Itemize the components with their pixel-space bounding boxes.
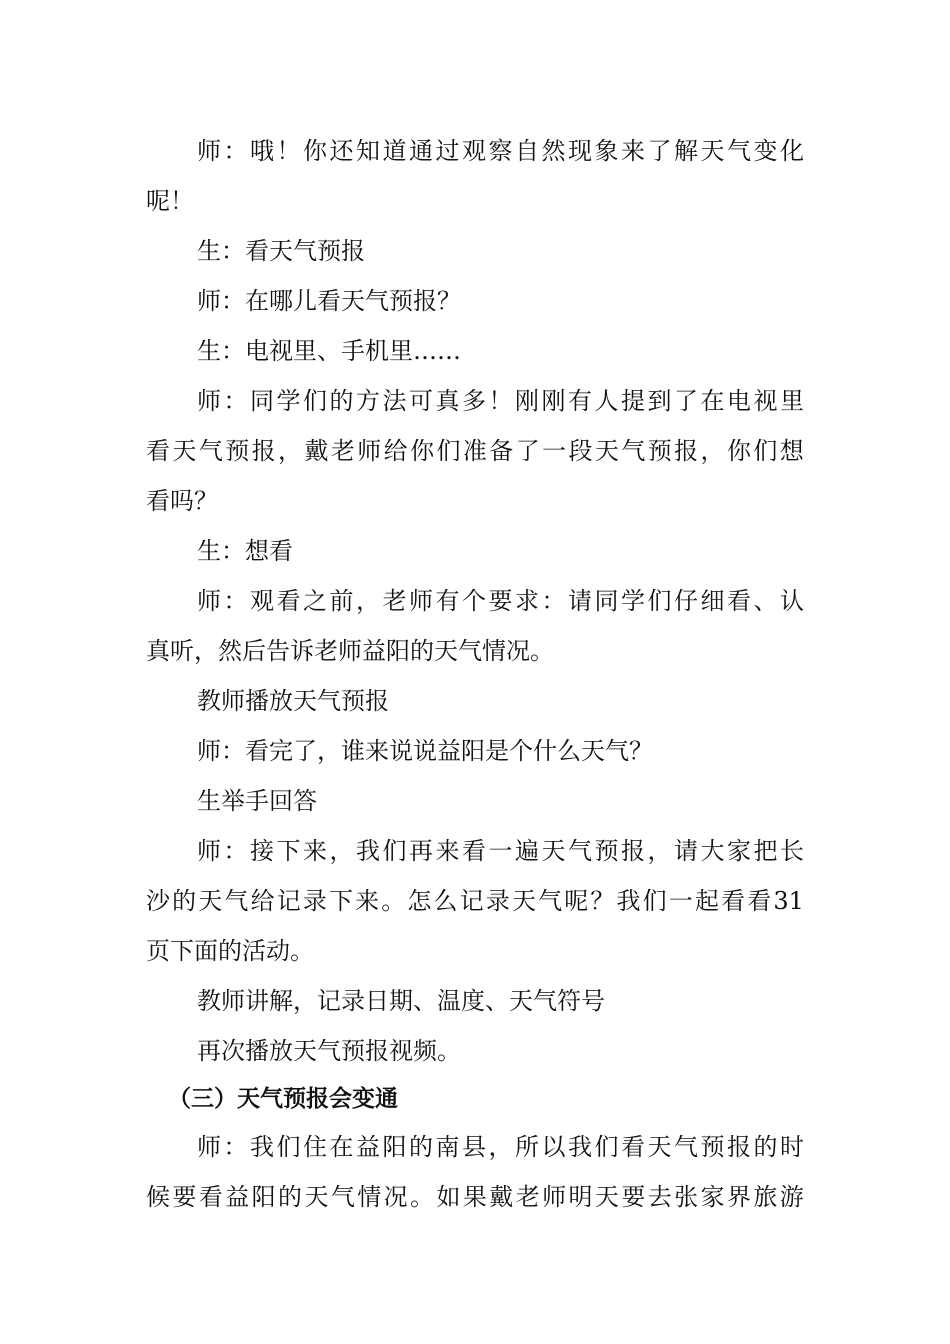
glyph: 我: [568, 1133, 592, 1161]
glyph: 有: [568, 387, 592, 415]
glyph: 来: [355, 887, 380, 915]
glyph: 你: [303, 137, 327, 165]
section-heading: （三）天气预报会变通: [168, 1086, 398, 1112]
glyph: 天: [647, 1133, 672, 1161]
glyph: 认: [780, 587, 804, 615]
glyph: 住: [303, 1133, 327, 1161]
glyph: 气: [621, 437, 646, 465]
glyph: 。: [410, 1183, 435, 1211]
glyph: 之: [303, 587, 327, 615]
glyph: 张: [674, 1183, 699, 1211]
glyph: 益: [225, 1183, 250, 1211]
glyph: 所: [515, 1133, 539, 1161]
glyph: 况: [383, 1183, 408, 1211]
glyph: 师: [409, 587, 433, 615]
glyph: 旅: [753, 1183, 778, 1211]
justified-text: [146, 886, 804, 916]
paragraph-line: 真听，然后告诉老师益阳的天气情况。: [146, 637, 554, 665]
glyph: ：: [223, 1133, 248, 1161]
glyph: 观: [250, 587, 274, 615]
glyph: 到: [647, 387, 672, 415]
glyph: ，: [647, 837, 672, 865]
glyph: ！: [488, 387, 513, 415]
glyph: 气: [538, 887, 563, 915]
glyph: 变: [753, 137, 778, 165]
glyph: 师: [197, 137, 221, 165]
glyph: 备: [489, 437, 514, 465]
glyph: 下: [328, 887, 353, 915]
glyph: 提: [621, 387, 645, 415]
glyph: 候: [146, 1183, 170, 1211]
glyph: 看: [727, 587, 751, 615]
glyph: 预: [700, 1133, 725, 1161]
glyph: 气: [198, 437, 223, 465]
glyph: 同: [594, 587, 619, 615]
justified-text: [197, 386, 804, 416]
glyph: 法: [382, 387, 407, 415]
glyph: 报: [251, 437, 276, 465]
glyph: 老: [515, 1183, 540, 1211]
justified-text: [197, 836, 804, 866]
glyph: 阳: [382, 1133, 407, 1161]
glyph: 报: [727, 1133, 751, 1161]
glyph: 的: [753, 1133, 778, 1161]
glyph: ：: [541, 587, 566, 615]
glyph: 察: [488, 137, 513, 165]
glyph: 们: [382, 837, 407, 865]
glyph: 下: [276, 837, 301, 865]
glyph: 自: [515, 137, 539, 165]
glyph: 在: [329, 1133, 354, 1161]
glyph: 天: [700, 137, 725, 165]
glyph: 气: [568, 837, 592, 865]
glyph: ！: [276, 137, 301, 165]
glyph: 师: [197, 587, 221, 615]
glyph: 想: [779, 437, 804, 465]
glyph: 你: [726, 437, 751, 465]
glyph: 我: [250, 1133, 274, 1161]
paragraph-line: 页下面的活动。: [146, 937, 314, 965]
glyph: 看: [146, 437, 170, 465]
glyph: 同: [250, 387, 274, 415]
glyph: 天: [172, 437, 197, 465]
glyph: 要: [621, 1183, 646, 1211]
glyph: 一: [488, 837, 513, 865]
glyph: 阳: [251, 1183, 276, 1211]
glyph: 还: [329, 137, 354, 165]
glyph: 大: [700, 837, 725, 865]
glyph: 去: [647, 1183, 672, 1211]
paragraph-line: [0, 836, 950, 866]
glyph: 个: [462, 587, 486, 615]
glyph: 里: [780, 387, 804, 415]
glyph: 然: [541, 137, 566, 165]
glyph: 可: [409, 387, 433, 415]
glyph: 师: [197, 1133, 221, 1161]
glyph: 前: [329, 587, 354, 615]
glyph: 求: [515, 587, 539, 615]
glyph: 们: [436, 437, 461, 465]
glyph: ，: [329, 837, 354, 865]
glyph: 录: [302, 887, 327, 915]
glyph: 时: [780, 1133, 804, 1161]
glyph: 怎: [407, 887, 432, 915]
glyph: 给: [383, 437, 408, 465]
paragraph-line: [0, 386, 950, 416]
paragraph-line: 师：看完了，谁来说说益阳是个什么天气？: [197, 737, 653, 765]
glyph: 天: [511, 887, 536, 915]
glyph: 们: [753, 437, 778, 465]
glyph: 看: [462, 837, 486, 865]
glyph: 视: [753, 387, 778, 415]
glyph: 遍: [515, 837, 539, 865]
glyph: 段: [568, 437, 593, 465]
glyph: ，: [356, 587, 380, 615]
glyph: 报: [621, 837, 645, 865]
glyph: 了: [647, 137, 672, 165]
justified-text: [197, 586, 804, 616]
glyph: 师: [357, 437, 382, 465]
glyph: 了: [674, 387, 698, 415]
glyph: 来: [435, 837, 460, 865]
glyph: 观: [462, 137, 486, 165]
glyph: 过: [435, 137, 460, 165]
glyph: 看: [276, 587, 301, 615]
justified-text: [146, 436, 804, 466]
glyph: 一: [668, 887, 693, 915]
glyph: 县: [462, 1133, 486, 1161]
glyph: 南: [435, 1133, 460, 1161]
glyph: 有: [435, 587, 460, 615]
glyph: 益: [356, 1133, 380, 1161]
glyph: 预: [594, 837, 619, 865]
glyph: 仔: [674, 587, 698, 615]
glyph: 天: [541, 837, 566, 865]
glyph: 接: [250, 837, 274, 865]
glyph: 道: [382, 137, 407, 165]
paragraph-line: 教师讲解，记录日期、温度、天气符号: [197, 987, 605, 1015]
glyph: 天: [198, 887, 223, 915]
glyph: 准: [462, 437, 487, 465]
glyph: 的: [172, 887, 197, 915]
glyph: 看: [621, 1133, 645, 1161]
glyph: 在: [700, 387, 725, 415]
glyph: 们: [642, 887, 667, 915]
glyph: 们: [647, 587, 672, 615]
paragraph-line: 教师播放天气预报: [197, 687, 389, 715]
glyph: 录: [485, 887, 510, 915]
glyph: 请: [568, 587, 592, 615]
glyph: ？: [590, 887, 615, 915]
glyph: 看: [747, 887, 772, 915]
glyph: 以: [541, 1133, 566, 1161]
glyph: 气: [330, 1183, 355, 1211]
paragraph-line: 再次播放天气预报视频。: [197, 1037, 461, 1065]
glyph: 你: [410, 437, 435, 465]
glyph: 请: [674, 837, 698, 865]
glyph: 。: [381, 887, 406, 915]
glyph: 起: [694, 887, 719, 915]
glyph: 我: [616, 887, 641, 915]
glyph: 们: [594, 1133, 619, 1161]
glyph: 方: [356, 387, 380, 415]
paragraph-line: 生：电视里、手机里……: [197, 337, 461, 365]
glyph: 人: [594, 387, 619, 415]
glyph: ，: [700, 437, 725, 465]
glyph: 的: [278, 1183, 303, 1211]
glyph: 气: [674, 1133, 698, 1161]
paragraph-line: 生举手回答: [197, 787, 317, 815]
glyph: 果: [462, 1183, 487, 1211]
glyph: 31: [773, 887, 804, 915]
glyph: 家: [727, 837, 751, 865]
glyph: 、: [753, 587, 778, 615]
glyph: 老: [382, 587, 407, 615]
glyph: 师: [542, 1183, 567, 1211]
glyph: 把: [753, 837, 778, 865]
glyph: 么: [433, 887, 458, 915]
glyph: 们: [303, 387, 327, 415]
glyph: 细: [700, 587, 725, 615]
glyph: 了: [515, 437, 540, 465]
glyph: 气: [224, 887, 249, 915]
glyph: 师: [197, 387, 221, 415]
glyph: 再: [409, 837, 433, 865]
paragraph-line: [0, 586, 950, 616]
glyph: ，: [488, 1133, 513, 1161]
glyph: 老: [330, 437, 355, 465]
glyph: 要: [488, 587, 513, 615]
paragraph-line: [0, 886, 950, 916]
glyph: 的: [329, 387, 354, 415]
paragraph-line: 生：看天气预报: [197, 237, 365, 265]
glyph: 学: [276, 387, 301, 415]
glyph: 气: [727, 137, 751, 165]
glyph: 情: [357, 1183, 382, 1211]
glyph: 多: [462, 387, 486, 415]
glyph: 刚: [541, 387, 566, 415]
glyph: 戴: [304, 437, 329, 465]
justified-text: [197, 136, 804, 166]
paragraph-line: [0, 436, 950, 466]
glyph: 记: [459, 887, 484, 915]
glyph: ：: [223, 587, 248, 615]
glyph: 现: [568, 137, 592, 165]
glyph: 报: [674, 437, 699, 465]
glyph: 沙: [146, 887, 170, 915]
glyph: 来: [621, 137, 645, 165]
glyph: 明: [568, 1183, 593, 1211]
glyph: 一: [542, 437, 567, 465]
glyph: 戴: [489, 1183, 514, 1211]
glyph: 要: [172, 1183, 197, 1211]
glyph: ，: [278, 437, 303, 465]
glyph: 天: [594, 1183, 619, 1211]
glyph: 师: [197, 837, 221, 865]
glyph: 的: [409, 1133, 433, 1161]
glyph: 家: [700, 1183, 725, 1211]
glyph: 看: [198, 1183, 223, 1211]
glyph: ：: [223, 837, 248, 865]
glyph: 通: [409, 137, 433, 165]
paragraph-line: [0, 1182, 950, 1212]
glyph: 记: [276, 887, 301, 915]
glyph: 知: [356, 137, 380, 165]
glyph: 哦: [250, 137, 274, 165]
glyph: 天: [304, 1183, 329, 1211]
glyph: 刚: [515, 387, 539, 415]
glyph: 预: [225, 437, 250, 465]
glyph: 天: [594, 437, 619, 465]
paragraph-line: [0, 1132, 950, 1162]
glyph: 学: [621, 587, 645, 615]
glyph: 长: [780, 837, 804, 865]
glyph: 真: [435, 387, 460, 415]
glyph: 解: [674, 137, 698, 165]
glyph: 们: [276, 1133, 301, 1161]
glyph: 看: [721, 887, 746, 915]
paragraph-line: 师：在哪儿看天气预报？: [197, 287, 461, 315]
glyph: 给: [250, 887, 275, 915]
glyph: 呢: [564, 887, 589, 915]
glyph: 如: [436, 1183, 461, 1211]
glyph: 预: [647, 437, 672, 465]
justified-text: [197, 1132, 804, 1162]
glyph: 象: [594, 137, 619, 165]
glyph: 界: [726, 1183, 751, 1211]
glyph: ：: [223, 387, 248, 415]
glyph: 化: [780, 137, 804, 165]
paragraph-line: 呢！: [146, 187, 194, 215]
glyph: 电: [727, 387, 751, 415]
glyph: 来: [303, 837, 327, 865]
glyph: 我: [356, 837, 380, 865]
glyph: 游: [779, 1183, 804, 1211]
paragraph-line: 看吗？: [146, 487, 218, 515]
justified-text: [146, 1182, 804, 1212]
glyph: ：: [223, 137, 248, 165]
paragraph-line: [0, 136, 950, 166]
paragraph-line: 生：想看: [197, 537, 293, 565]
